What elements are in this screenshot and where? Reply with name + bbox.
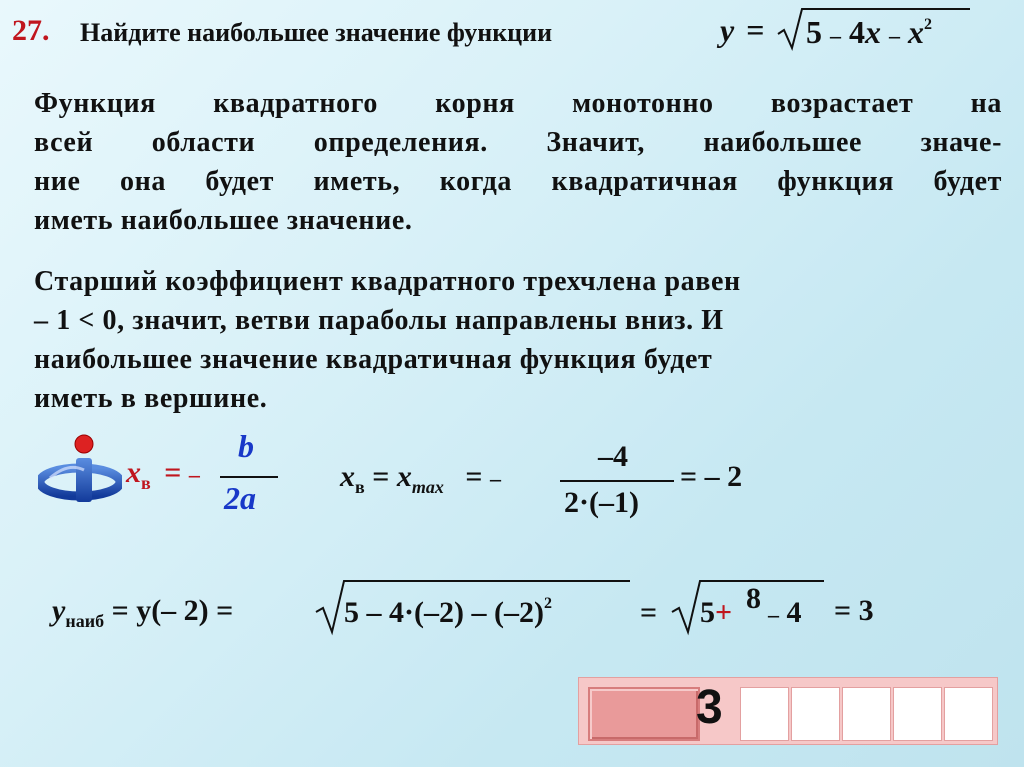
calc-minus: – — [489, 466, 501, 491]
answer-cell — [842, 687, 891, 741]
answer-cell — [740, 687, 789, 741]
formula-y: y — [720, 12, 735, 48]
max-eq3: = — [640, 596, 658, 629]
answer-cell — [791, 687, 840, 741]
paragraph-1-line: иметь наибольшее значение. — [34, 205, 413, 236]
vertex-numerator: b — [238, 428, 254, 464]
calc-max-sub: max — [411, 477, 444, 497]
paragraph-1-line: Функция квадратного корня монотонно возрастает на — [34, 88, 1002, 119]
max-result — [834, 594, 874, 628]
paragraph-2-line: иметь в вершине. — [34, 383, 268, 414]
calc-numerator: –4 — [598, 440, 628, 473]
max-radicand-2 — [700, 596, 732, 630]
vertex-denominator: 2a — [224, 480, 256, 516]
max-eq2: = — [216, 594, 234, 627]
calc-eq2: = — [465, 460, 483, 493]
rad2-4: 4 — [786, 596, 802, 629]
heading-formula — [720, 12, 764, 49]
answer-cell — [944, 687, 993, 741]
radicand-exponent: 2 — [924, 16, 932, 33]
paragraph-2-line: Старший коэффициент квадратного трехчлена равен — [34, 266, 741, 297]
vertex-eq: = — [164, 456, 182, 489]
max-radicand-1-text: 5 – 4·(–2) – (–2) — [344, 596, 544, 629]
calc-eq3: = — [680, 460, 698, 493]
max-eq1: = — [111, 594, 129, 627]
vertex-minus: – — [188, 462, 200, 487]
calc-x: x — [340, 460, 355, 493]
radicand-minus-2: – — [889, 23, 900, 48]
max-calc-lhs — [52, 594, 234, 631]
rad2-plus: + — [715, 596, 733, 629]
calc-eq1: = — [372, 460, 390, 493]
answer-box — [578, 677, 998, 745]
radicand-minus: – — [830, 23, 841, 48]
paragraph-1 — [34, 84, 1002, 240]
max-radicand-1-exponent: 2 — [543, 595, 552, 612]
vertex-x: x — [126, 456, 141, 489]
info-icon — [38, 432, 122, 506]
rad2-5: 5 — [700, 596, 715, 629]
answer-input-button[interactable] — [588, 687, 700, 741]
calc-fraction-bar — [560, 480, 674, 482]
vertex-sub: в — [141, 473, 151, 493]
calc-sub: в — [355, 477, 365, 497]
max-eq4: = — [834, 594, 852, 627]
formula-eq: = — [746, 12, 765, 48]
paragraph-1-line: всей области определения. Значит, наибольшее значе- — [34, 127, 1002, 158]
paragraph-1-line: ние она будет иметь, когда квадратичная функция будет — [34, 166, 1002, 197]
rad2-minus: – — [768, 602, 779, 627]
problem-statement: Найдите наибольшее значение функции — [80, 18, 553, 47]
radicand-4: 4 — [849, 14, 865, 50]
vertex-calc-lhs — [340, 460, 501, 497]
calc-result — [680, 460, 742, 494]
max-sub: наиб — [65, 611, 105, 631]
max-y: y — [52, 594, 66, 627]
max-radicand-1 — [344, 596, 552, 630]
calc-denominator: 2·(–1) — [564, 486, 639, 519]
paragraph-2 — [34, 262, 944, 418]
calc-result-value: – 2 — [704, 460, 743, 493]
paragraph-2-line: наибольшее значение квадратичная функция будет — [34, 344, 713, 375]
vertex-formula-lhs — [126, 456, 200, 493]
heading-radicand — [806, 14, 932, 51]
radicand-x: x — [865, 14, 881, 50]
problem-number: 27. — [12, 14, 50, 47]
answer-digit: 3 — [696, 681, 723, 734]
max-yarg: y(– 2) — [136, 594, 209, 627]
calc-xmax: x — [396, 460, 412, 493]
radicand-x2: x — [908, 14, 924, 50]
radicand-5: 5 — [806, 14, 822, 50]
rad2-8: 8 — [746, 582, 761, 615]
vertex-fraction-bar — [220, 476, 278, 478]
answer-cell — [893, 687, 942, 741]
paragraph-2-line: – 1 < 0, значит, ветви параболы направлены вниз. И — [34, 305, 724, 336]
max-radicand-2-tail — [768, 596, 802, 630]
max-result-value: 3 — [858, 594, 874, 627]
